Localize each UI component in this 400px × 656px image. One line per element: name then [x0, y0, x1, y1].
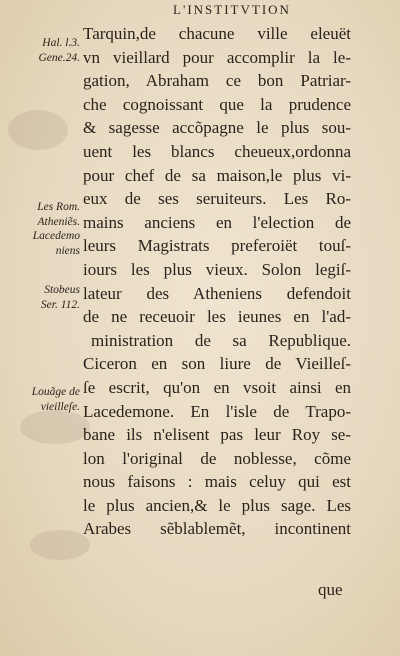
text-line: Lacedemone. En l'isle de Trapo- — [83, 401, 351, 421]
text-line: lateur des Atheniens defendoit — [83, 283, 351, 303]
margin-note-line: vieilleſe. — [40, 400, 80, 413]
text-line: de ne receuoir les ieunes en l'ad- — [83, 307, 351, 327]
running-head: L'INSTITVTION — [173, 2, 291, 17]
margin-note-line: Hal. l.3. — [42, 37, 80, 49]
page-stain — [30, 530, 90, 560]
margin-note-line: Ser. 112. — [40, 298, 80, 311]
text-line: ministration de sa Republique. — [91, 330, 351, 350]
text-line: & sagesse accõpagne le plus sou- — [83, 118, 351, 138]
text-line: ſe escrit, qu'on en vsoit ainsi en — [83, 377, 351, 397]
page-stain — [8, 110, 68, 150]
text-line: gation, Abraham ce bon Patriar- — [83, 71, 351, 91]
text-line: iours les plus vieux. Solon legiſ- — [83, 259, 351, 279]
text-line: eux de ses seruiteurs. Les Ro- — [83, 189, 351, 209]
margin-note-citation — [4, 36, 80, 65]
text-line: le plus ancien,& le plus sage. Les — [83, 495, 351, 515]
margin-note-line: Louãge de — [31, 386, 80, 398]
text-line: lon l'original de noblesse, cõme — [83, 448, 351, 468]
margin-note-line: Lacedemo — [32, 230, 80, 242]
margin-note-line: Les Rom. — [37, 201, 80, 213]
text-line: mains anciens en l'election de — [83, 212, 351, 232]
text-line: nous faisons : mais celuy qui est — [83, 472, 351, 492]
text-line: pour chef de sa maison,le plus vi- — [83, 165, 351, 185]
margin-note-line: Stobeus — [44, 284, 80, 296]
catchword: que — [318, 580, 343, 599]
margin-note-praise-of-old-age — [4, 385, 80, 414]
text-line: leurs Magistrats preferoiët touſ- — [83, 236, 351, 256]
margin-note-romans — [4, 200, 80, 258]
text-line: Ciceron en son liure de Vieilleſ- — [83, 354, 351, 374]
margin-note-line: Gene.24. — [38, 51, 80, 64]
text-line: uent les blancs cheueux,ordonna — [83, 141, 351, 161]
text-line: vn vieillard pour accomplir la le- — [83, 47, 351, 67]
margin-note-stobeus — [4, 283, 80, 312]
text-line: Tarquin,de chacune ville eleuët — [83, 24, 351, 43]
margin-note-line: Atheniẽs. — [37, 215, 80, 228]
page-stain — [20, 410, 90, 444]
text-line: che cognoissant que la prudence — [83, 94, 351, 114]
margin-note-line: niens — [55, 244, 80, 257]
body-text — [83, 22, 351, 541]
text-line: bane ils n'elisent pas leur Roy se- — [83, 425, 351, 445]
text-line: Arabes sẽblablemẽt, incontinent — [83, 519, 351, 539]
